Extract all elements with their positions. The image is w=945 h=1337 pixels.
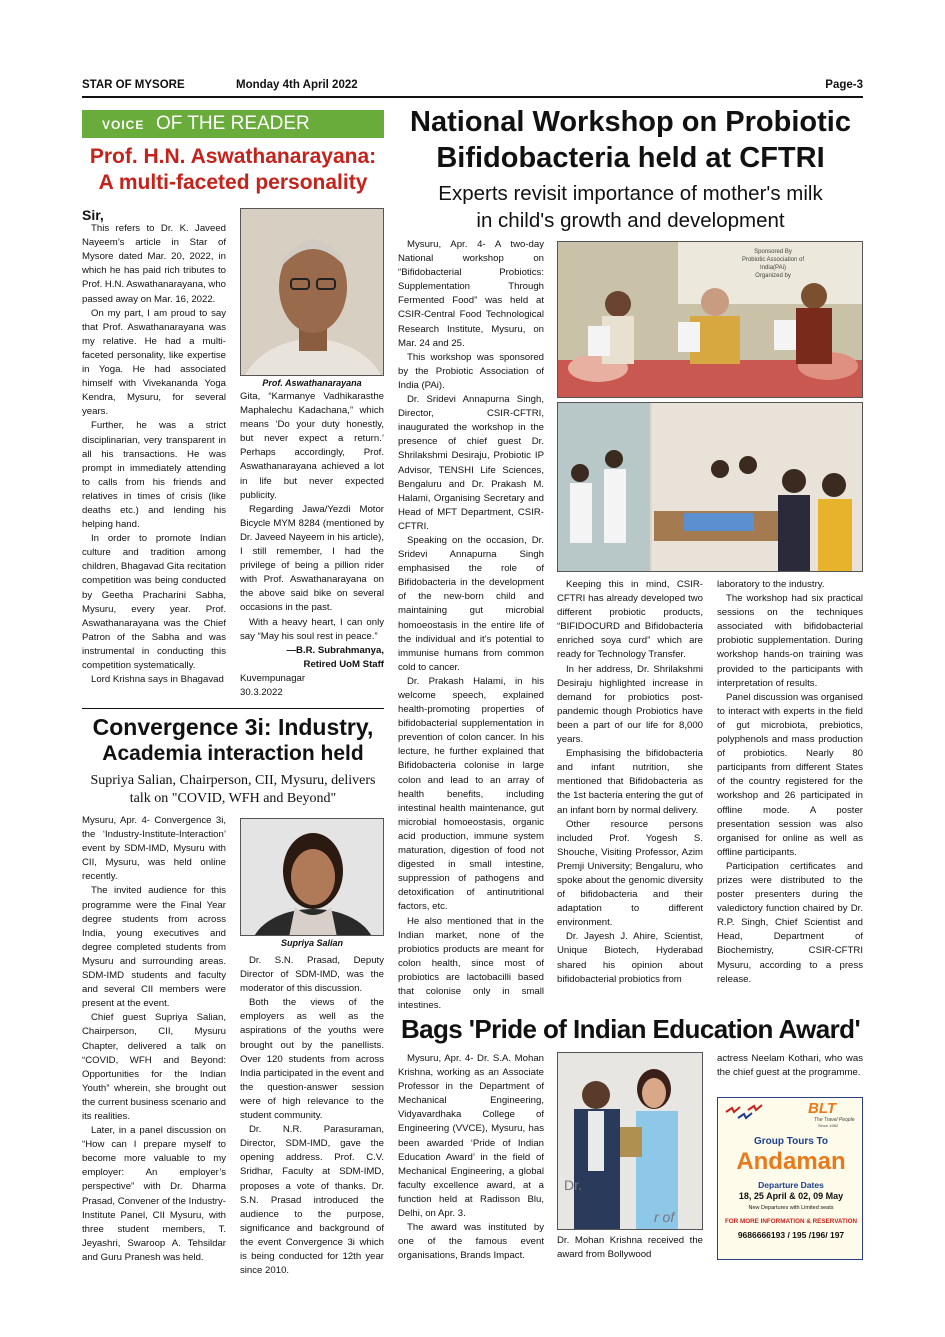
workshop-subheadline-line1: Experts revisit importance of mother's milk xyxy=(438,182,823,205)
birds-icon xyxy=(724,1104,764,1124)
award-illustration xyxy=(558,1053,703,1230)
photo-backdrop-text-2: r of xyxy=(654,1209,675,1225)
voice-place: Kuvempunagar xyxy=(240,672,306,684)
convergence-headline xyxy=(82,713,384,767)
portrait-illustration xyxy=(241,819,384,936)
workshop-paragraph: Other resource persons included Prof. Yogesh S. Shouche, Visiting Professor, Azim Premji University; Bengaluru, who spoke about the genomic diversity of bifidobacteria and their adaptation to different environment. xyxy=(557,818,703,929)
workshop-inauguration-photo xyxy=(557,241,863,398)
workshop-column-2 xyxy=(557,578,703,987)
workshop-paragraph: The workshop had six practical sessions on the techniques associated with bifidobacterial probiotic supplementation. During workshop hands-on training was provided to the participants with interpretation of results. xyxy=(717,593,863,689)
convergence-subheadline-line2: talk on "COVID, WFH and Beyond" xyxy=(129,791,337,806)
portrait-illustration xyxy=(241,209,384,376)
paper-name: STAR OF MYSORE xyxy=(82,79,185,91)
birds-graphic xyxy=(724,1104,764,1124)
blt-logo: BLT xyxy=(808,1100,837,1117)
photo-backdrop-text-1: Dr. xyxy=(564,1177,582,1193)
banner-sponsored: Sponsored By xyxy=(754,249,792,255)
voice-paragraph: This refers to Dr. K. Javeed Nayeem’s article in Star of Mysore dated Mar. 20, 2022, in which he has paid rich tributes to Prof. H.N. Aswathanarayana, who passed away on Mar. 16, 2022. xyxy=(82,223,226,305)
ad-dates: 18, 25 April & 02, 09 May xyxy=(738,1191,844,1201)
inauguration-illustration xyxy=(558,242,863,398)
convergence-column-2 xyxy=(240,954,384,1278)
workshop-column-1 xyxy=(398,238,544,1013)
convergence-column-1 xyxy=(82,814,226,1265)
convergence-paragraph: Both the views of the employers as well as the aspirations of the youths were brought out by the panellists. Over 120 students from across India participated in the event and the question-answer session were of high relevance to the student community. xyxy=(240,997,385,1122)
voice-paragraph: On my part, I am proud to say that Prof. Aswathanarayana was my relative. He had a multi-faceted personality, like expertise in Yoga. He had associated himself with Vivekananda Yoga Kendra, Mysuru, for several years. xyxy=(82,307,226,418)
voice-paragraph: Regarding Jawa/Yezdi Motor Bicycle MYM 8284 (mentioned by Dr. Javeed Nayeem in his article), I still remember, I had the privilege of being a pillion rider with Prof. Aswathanarayana on the above said bike on several occasions in the past. xyxy=(240,503,384,614)
voice-label-big: OF THE READER xyxy=(156,113,310,134)
ad-destination: Andaman xyxy=(736,1148,846,1175)
banner-organized: Organized by xyxy=(755,273,791,279)
award-paragraph: The award was instituted by one of the famous event organisations, Brands Impact. xyxy=(398,1222,544,1262)
workshop-paragraph: He also mentioned that in the Indian market, none of the probiotics products are meant for colon health, since most of probiotics are lactobacilli based that colonise only in small intestines. xyxy=(398,915,544,1012)
issue-date: Monday 4th April 2022 xyxy=(236,79,358,91)
workshop-headline-line2: Bifidobacteria held at CFTRI xyxy=(436,142,825,174)
voice-paragraph: Further, he was a strict disciplinarian, very transparent in all his transactions. He was prompt in immediately attending to calls from his friends and relatives in times of crisis (like deaths etc.) and lending his helping hand. xyxy=(82,420,226,531)
workshop-paragraph: Mysuru, Apr. 4- A two-day National workshop on “Bifidobacterial Probiotics: Supplementation Through Fermented Food” was held at CSIR-Central Food Technological Research Institute, Mysuru, on Mar. 24 and 25. xyxy=(398,239,544,349)
workshop-paragraph: laboratory to the industry. xyxy=(717,579,825,590)
section-divider xyxy=(82,708,384,709)
voice-headline xyxy=(82,144,384,196)
voice-section-banner xyxy=(82,110,384,138)
award-column-1 xyxy=(398,1052,544,1263)
blt-tagline: The Travel People xyxy=(814,1117,855,1123)
voice-salutation: Sir, xyxy=(82,207,104,223)
workshop-subheadline-line2: in child's growth and development xyxy=(476,209,785,232)
page-number: Page-3 xyxy=(825,79,863,91)
workshop-paragraph: Keeping this in mind, CSIR-CFTRI has already developed two different probiotic products, “BIFIDOCURD and Bifidobacteria enriched soya curd” which are ready for Technology Transfer. xyxy=(557,579,703,661)
voice-date: 30.3.2022 xyxy=(240,686,283,698)
convergence-photo-caption: Supriya Salian xyxy=(280,938,344,948)
workshop-paragraph: In her address, Dr. Shrilakshmi Desiraju highlighted increase in demand for probiotics post-pandemic though Probiotics have been a part of our life for 8,000 years. xyxy=(557,663,703,746)
award-photo xyxy=(557,1052,703,1230)
ad-info: FOR MORE INFORMATION & RESERVATION xyxy=(724,1218,858,1225)
award-paragraph: Mysuru, Apr. 4- Dr. S.A. Mohan Krishna, working as an Associate Professor in the Department of Mechanical Engineering, Vidyavardhaka College of Engineering (VVCE), Mysuru, has been awarded ‘Pride of Indian Education Award’ in the field of Mechanical Engineering, a global faculty excellence award, at a function held at Radisson Blu, Delhi, on Apr. 3. xyxy=(398,1053,544,1220)
training-illustration xyxy=(558,403,863,572)
andaman-ad[interactable] xyxy=(717,1097,863,1260)
voice-column-2 xyxy=(240,390,384,700)
workshop-paragraph: Dr. Prakash Halami, in his welcome speech, explained health-promoting properties of bifidobacterial supplementation in prevention of colon cancer. In his lecture, he further explained that Bifidobacteria colonise in large colon and lead to an array of health benefits, including intestinal health maintenance, gut microbial homoeostasis, organic acid production, immune system maturation, digestion of food not digested in small intestine, suppression of pathogens and detoxification of antinutritional factors, etc. xyxy=(398,675,544,913)
workshop-headline-line1: National Workshop on Probiotic xyxy=(410,106,851,138)
ad-group-tours: Group Tours To xyxy=(753,1136,829,1147)
convergence-paragraph: Later, in a panel discussion on “How can I prepare myself to become more valuable to my employer: An employer’s perspective” with Dr. Dharma Prasad, Convener of the Industry-Institute Panel, CII Mysuru, with three student members, T. Jeyashri, Swaroop A. Tehsildar and Guru Pranesh was held. xyxy=(82,1125,226,1263)
voice-paragraph: Gita, “Karmanye Vadhikarasthe Maphalechu Kadachana,” which means ‘Do your duty honestly, but never expect a return.’ Perhaps accordingly, Prof. Aswathanarayana achieved a lot in life but never expected publicity. xyxy=(240,391,384,501)
award-headline: Bags 'Pride of Indian Education Award' xyxy=(400,1014,861,1044)
workshop-paragraph: Dr. Sridevi Annapurna Singh, Director, CSIR-CFTRI, inaugurated the workshop in the presence of chief guest Dr. Shrilakshmi Desiraju, Probiotic IP Advisor, TENSHI Life Sciences, Bengaluru and Dr. Prakash M. Halami, Organising Secretary and Head of MFT Department, CSIR-CFTRI. xyxy=(398,394,544,532)
award-caption: Dr. Mohan Krishna received the award from Bollywood xyxy=(557,1235,703,1261)
workshop-paragraph: Participation certificates and prizes were distributed to the poster presenters during the valedictory function chaired by Dr. R.P. Singh, Chief Scientist and Head, Department of Biochemistry, CSIR-CFTRI Mysuru, according to a press release. xyxy=(717,860,863,985)
workshop-training-photo xyxy=(557,402,863,572)
aswathanarayana-photo xyxy=(240,208,384,376)
voice-signature-role: Retired UoM Staff xyxy=(303,658,384,670)
workshop-paragraph: Panel discussion was organised to interact with experts in the field of gut microbiota, prebiotics, polyphenols and mass production of probiotics. Nearly 80 participants from different States of the country registered for the workshop and 26 participated in offline mode. A poster presentation session was also organised for online as well as offline participants. xyxy=(717,691,863,858)
voice-headline-line1: Prof. H.N. Aswathanarayana: xyxy=(89,145,377,168)
workshop-headline xyxy=(398,104,863,176)
ad-phones[interactable]: 9686666193 / 195 /196/ 197 xyxy=(737,1230,845,1240)
convergence-paragraph: Chief guest Supriya Salian, Chairperson, CII, Mysuru Chapter, delivered a talk on “COVID, WFH and Beyond: Opportunities for the Indian Youth” wherein, she brought out the current business scenario and its realities. xyxy=(82,1012,226,1122)
voice-label-small: VOICE xyxy=(102,118,145,132)
convergence-subheadline-line1: Supriya Salian, Chairperson, CII, Mysuru, delivers xyxy=(90,773,376,788)
voice-column-1 xyxy=(82,208,226,687)
workshop-paragraph: Emphasising the bifidobacteria and infant nutrition, she mentioned that Bifidobacteria as the 1st bacteria entering the gut of an infant born by normal delivery. xyxy=(557,748,703,816)
convergence-paragraph: The invited audience for this programme were the Final Year degree students from across India, young executives and degree completed students from Mysuru and surrounding areas. SDM-IMD students and faculty and several CII members were present at the event. xyxy=(82,885,226,1010)
workshop-subheadline xyxy=(398,180,863,234)
convergence-headline-line2: Academia interaction held xyxy=(102,742,364,765)
voice-paragraph: With a heavy heart, I can only say “May his soul rest in peace.” xyxy=(240,616,384,642)
masthead-rule xyxy=(82,96,863,98)
convergence-paragraph: Mysuru, Apr. 4- Convergence 3i, the ‘Industry-Institute-Interaction’ event by SDM-IMD, Mysuru with CII, Mysuru, was held online recently. xyxy=(82,815,226,883)
workshop-paragraph: Speaking on the occasion, Dr. Sridevi Annapurna Singh emphasised the role of Bifidobacteria in the development of the new-born child and maintaining gut microbial homoeostasis in the entire life of the individual and it’s potential to immunise humans from common cold to cancer. xyxy=(398,534,544,673)
convergence-subheadline xyxy=(82,772,384,808)
voice-paragraph: In order to promote Indian culture and tradition among children, Bhagavad Gita recitation competition was being conducted by Geetha Pracharini Sabha, Mysuru, every year. Prof. Aswathanarayana was the Chief Patron of the Sabha and was instrumental in conducting this competition systematically. xyxy=(82,533,226,671)
supriya-salian-photo xyxy=(240,818,384,936)
banner-pai: Probiotic Association of India(PAi) xyxy=(741,257,805,271)
voice-photo-caption: Prof. Aswathanarayana xyxy=(262,378,362,388)
voice-headline-line2: A multi-faceted personality xyxy=(98,171,368,194)
ad-note: New Departures with Limited seats xyxy=(748,1205,834,1211)
workshop-column-3 xyxy=(717,578,863,987)
award-paragraph: actress Neelam Kothari, who was the chief guest at the programme. xyxy=(717,1053,863,1079)
voice-signature: —B.R. Subrahmanya, xyxy=(286,644,384,656)
workshop-paragraph: This workshop was sponsored by the Probiotic Association of India (PAi). xyxy=(398,351,544,391)
voice-paragraph: Lord Krishna says in Bhagavad xyxy=(91,674,224,686)
banner-text xyxy=(733,248,813,280)
convergence-paragraph: Dr. N.R. Parasuraman, Director, SDM-IMD, gave the opening address. Prof. C.V. Sridhar, Faculty at SDM-IMD, proposes a vote of thanks. Dr. S.N. Prasad introduced the audience to the purpose, significance and background of the event Convergence 3i which is being conducted for 12th year since 2010. xyxy=(240,1124,384,1277)
blt-since: Since 1982 xyxy=(818,1123,839,1128)
award-column-3 xyxy=(717,1052,863,1080)
ad-departure-label: Departure Dates xyxy=(758,1180,824,1190)
convergence-headline-line1: Convergence 3i: Industry, xyxy=(92,714,374,740)
convergence-paragraph: Dr. S.N. Prasad, Deputy Director of SDM-IMD, was the moderator of this discussion. xyxy=(240,955,384,995)
workshop-paragraph: Dr. Jayesh J. Ahire, Scientist, Unique Biotech, Hyderabad shared his opinion about bifidobacterial probiotics from xyxy=(557,931,703,985)
